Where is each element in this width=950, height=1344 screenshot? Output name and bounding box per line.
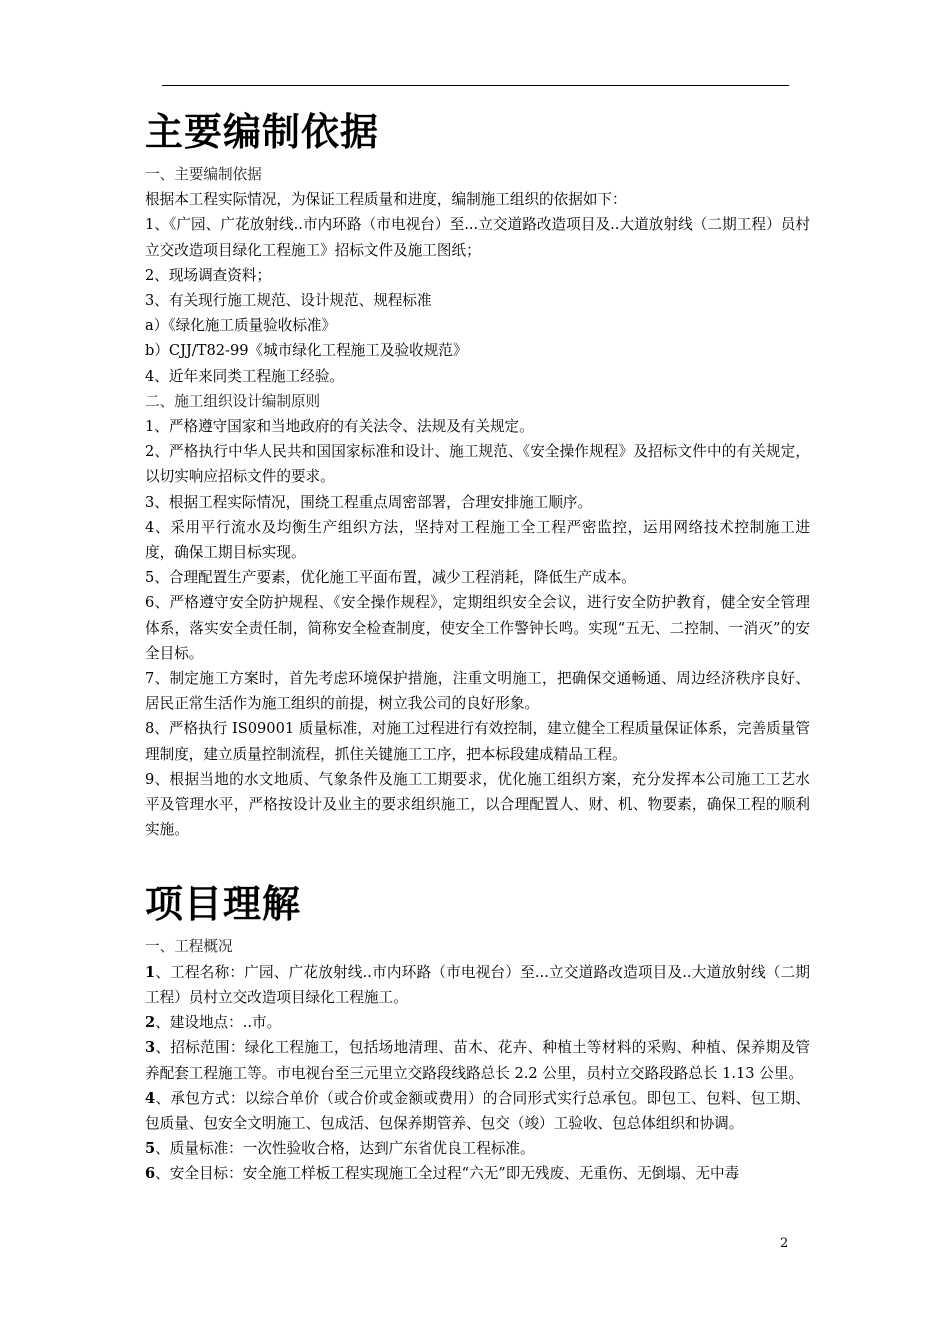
section-heading-project: 项目理解 [145,882,302,927]
principle-item: 5、合理配置生产要素，优化施工平面布置，减少工程消耗，降低生产成本。 [145,569,636,587]
header-rule [162,85,789,86]
basis-item: 2、现场调查资料； [145,266,272,284]
item-number: 2 [145,1014,156,1032]
overview-item [145,1136,810,1161]
overview-item [145,1086,810,1136]
basis-item: 3、有关现行施工规范、设计规范、规程标准 [145,292,432,310]
overview-item [145,1035,810,1085]
principle-item: 7、制定施工方案时，首先考虑环境保护措施，注重文明施工，把确保交通畅通、周边经济秩序良好、居民正常生活作为施工组织的前提，树立我公司的良好形象。 [145,670,810,713]
item-text: 、承包方式：以综合单价（或合价或金额或费用）的合同形式实行总承包。即包工、包料、包工期、包质量、包安全文明施工、包成活、包保养期管养、包交（竣）工验收、包总体组织和协调。 [145,1089,810,1132]
item-number: 6 [145,1165,156,1183]
item-number: 3 [145,1039,156,1057]
item-text: 、工程名称：广园、广花放射线..市内环路（市电视台）至...立交道路改造项目及..大道放射线（二期工程）员村立交改造项目绿化工程施工。 [145,963,810,1006]
section-heading-basis: 主要编制依据 [145,110,380,154]
principle-item: 8、严格执行 IS09001 质量标准，对施工过程进行有效控制，建立健全工程质量保证体系，完善质量管理制度，建立质量控制流程，抓住关键施工工序，把本标段建成精品工程。 [145,720,810,763]
item-text: 、质量标准：一次性验收合格，达到广东省优良工程标准。 [155,1140,535,1158]
principle-item: 4、采用平行流水及均衡生产组织方法，坚持对工程施工全工程严密监控，运用网络技术控制施工进度，确保工期目标实现。 [145,518,810,562]
document-page [145,104,810,1187]
item-text: 、安全目标：安全施工样板工程实现施工全过程“六无”即无残废、无重伤、无倒塌、无中毒 [155,1165,740,1183]
page-number: 2 [780,1236,789,1251]
overview-item [145,1010,810,1035]
item-number: 4 [145,1089,156,1107]
item-text: 、招标范围：绿化工程施工，包括场地清理、苗木、花卉、种植土等材料的采购、种植、保养期及管养配套工程施工等。市电视台至三元里立交路段线路总长 2.2 公里，员村立交路段路总长 1.13 公里。 [145,1039,810,1082]
overview-item [145,1161,810,1186]
item-number: 1 [145,963,156,981]
subheading-basis: 一、主要编制依据 [145,166,262,183]
item-text: 、建设地点：..市。 [155,1014,282,1032]
intro-paragraph: 根据本工程实际情况，为保证工程质量和进度，编制施工组织的依据如下： [145,191,627,209]
basis-item: 4、近年来同类工程施工经验。 [145,367,345,385]
overview-item [145,960,810,1010]
principle-item: 3、根据工程实际情况，围绕工程重点周密部署，合理安排施工顺序。 [145,493,593,511]
principle-item: 2、严格执行中华人民共和国国家标准和设计、施工规范、《安全操作规程》及招标文件中的有关规定，以切实响应招标文件的要求。 [145,443,810,486]
principle-item: 9、根据当地的水文地质、气象条件及施工工期要求，优化施工组织方案，充分发挥本公司施工工艺水平及管理水平，严格按设计及业主的要求组织施工，以合理配置人、财、机、物要素，确保工程的顺利实施。 [145,770,810,839]
basis-item: b）CJJ/T82-99《城市绿化工程施工及验收规范》 [145,342,468,360]
item-number: 5 [145,1140,156,1158]
basis-item: 1、《广园、广花放射线..市内环路（市电视台）至...立交道路改造项目及..大道放射线（二期工程）员村立交改造项目绿化工程施工》招标文件及施工图纸； [145,216,810,259]
principle-item: 1、严格遵守国家和当地政府的有关法令、法规及有关规定。 [145,418,534,436]
principle-item: 6、严格遵守安全防护规程、《安全操作规程》，定期组织安全会议，进行安全防护教育，健全安全管理体系，落实安全责任制，简称安全检查制度，使安全工作警钟长鸣。实现“五无、二控制、一消灭”的安全目标。 [145,594,810,662]
subheading-overview: 一、工程概况 [145,938,233,956]
basis-item: a）《绿化施工质量验收标准》 [145,317,337,335]
subheading-principles: 二、施工组织设计编制原则 [145,392,321,410]
